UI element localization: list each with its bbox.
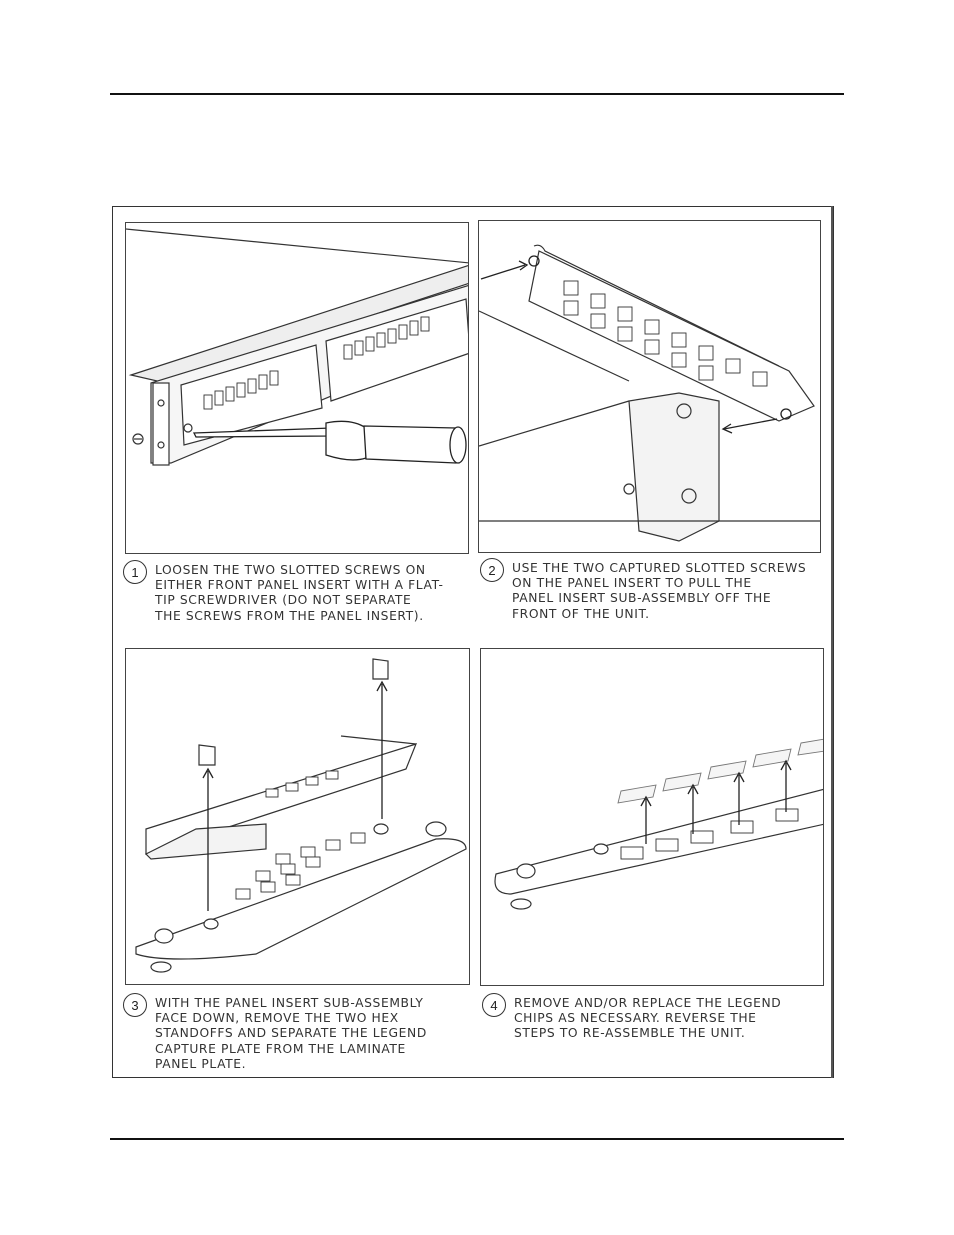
hex-standoff-separation-drawing [126, 649, 470, 985]
step-4-number: 4 [482, 993, 506, 1017]
legend-chip-replacement-drawing [481, 649, 824, 986]
step-1-text: LOOSEN THE TWO SLOTTED SCREWS ON EITHER FRONT PANEL INSERT WITH A FLAT- TIP SCREWDRIVER (DO NOT SEPARATE THE SCREWS FROM THE PANEL INSERT). [155, 563, 444, 623]
step-2-number: 2 [480, 558, 504, 582]
rack-unit-with-screwdriver-drawing [126, 223, 469, 554]
footer-rule [110, 1138, 844, 1140]
header-rule [110, 93, 844, 95]
step-2-text: USE THE TWO CAPTURED SLOTTED SCREWS ON THE PANEL INSERT TO PULL THE PANEL INSERT SUB-ASSEMBLY OFF THE FRONT OF THE UNIT. [512, 561, 807, 621]
step-1-illustration [125, 222, 469, 554]
figure-frame-shadow [831, 206, 833, 1078]
step-2-caption [480, 561, 806, 622]
step-1-number: 1 [123, 560, 147, 584]
step-3-number: 3 [123, 993, 147, 1017]
step-3-illustration [125, 648, 470, 985]
step-2-illustration [478, 220, 821, 553]
step-3-text: WITH THE PANEL INSERT SUB-ASSEMBLY FACE DOWN, REMOVE THE TWO HEX STANDOFFS AND SEPARATE THE LEGEND CAPTURE PLATE FROM THE LAMINATE PANEL PLATE. [155, 996, 427, 1071]
step-4-illustration [480, 648, 824, 986]
step-3-caption [123, 996, 427, 1072]
step-4-caption [482, 996, 781, 1042]
step-4-text: REMOVE AND/OR REPLACE THE LEGEND CHIPS AS NECESSARY. REVERSE THE STEPS TO RE-ASSEMBLE THE UNIT. [514, 996, 782, 1041]
step-1-caption [123, 563, 444, 624]
panel-insert-removal-drawing [479, 221, 821, 553]
